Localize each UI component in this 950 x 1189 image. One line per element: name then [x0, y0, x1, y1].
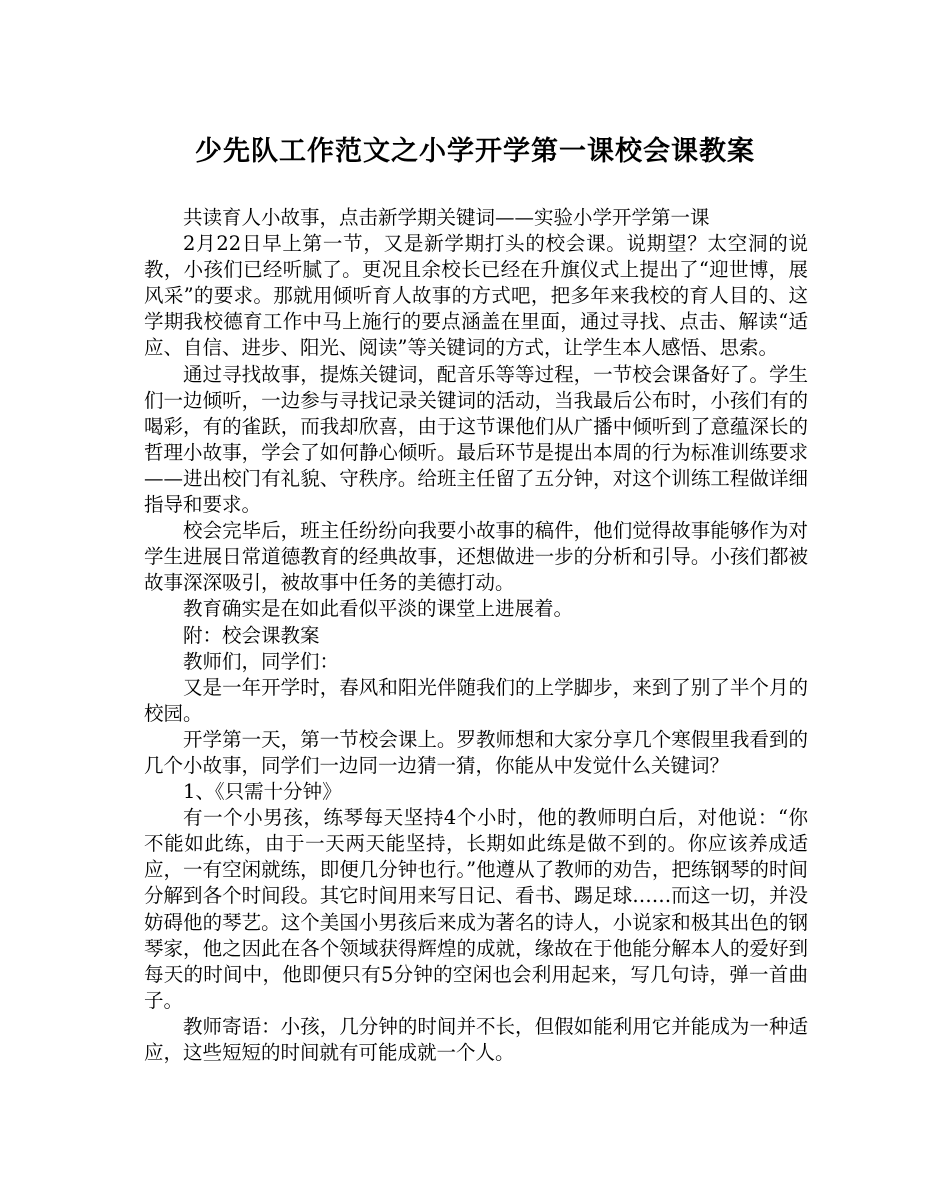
- paragraph: 校会完毕后，班主任纷纷向我要小故事的稿件，他们觉得故事能够作为对学生进展日常道德教育的经典故事，还想做进一步的分析和引导。小孩们都被故事深深吸引，被故事中任务的美德打动。: [144, 519, 808, 595]
- paragraph: 2月22日早上第一节，又是新学期打头的校会课。说期望？太空洞的说教，小孩们已经听腻了。更况且余校长已经在升旗仪式上提出了“迎世博，展风采”的要求。那就用倾听育人故事的方式吧，把多年来我校的育人目的、这学期我校德育工作中马上施行的要点涵盖在里面，通过寻找、点击、解读“适应、自信、进步、阳光、阅读”等关键词的方式，让学生本人感悟、思索。: [144, 232, 808, 360]
- paragraph: 教师寄语：小孩，几分钟的时间并不长，但假如能利用它并能成为一种适应，这些短短的时间就有可能成就一个人。: [144, 1014, 808, 1064]
- paragraph: 有一个小男孩，练琴每天坚持4个小时，他的教师明白后，对他说：“你不能如此练，由于一天两天能坚持，长期如此练是做不到的。你应该养成适应，一有空闲就练，即便几分钟也行。”他遵从了教师的劝告，把练钢琴的时间分解到各个时间段。其它时间用来写日记、看书、踢足球……而这一切，并没妨碍他的琴艺。这个美国小男孩后来成为著名的诗人，小说家和极其出色的钢琴家，他之因此在各个领域获得辉煌的成就，缘故在于他能分解本人的爱好到每天的时间中，他即便只有5分钟的空闲也会利用起来，写几句诗，弹一首曲子。: [144, 806, 808, 1012]
- salutation: 教师们，同学们：: [183, 649, 340, 673]
- story-heading: 1、《只需十分钟》: [183, 780, 342, 804]
- paragraph-intro-heading: 共读育人小故事，点击新学期关键词——实验小学开学第一课: [183, 206, 710, 229]
- document-body: [144, 205, 808, 1066]
- paragraph: 通过寻找故事，提炼关键词，配音乐等等过程，一节校会课备好了。学生们一边倾听，一边参与寻找记录关键词的活动，当我最后公布时，小孩们有的喝彩，有的雀跃，而我却欣喜，由于这节课他们从广播中倾听到了意蕴深长的哲理小故事，学会了如何静心倾听。最后环节是提出本周的行为标准训练要求——进出校门有礼貌、守秩序。给班主任留了五分钟，对这个训练工程做详细指导和要求。: [144, 362, 808, 517]
- paragraph: 又是一年开学时，春风和阳光伴随我们的上学脚步，来到了别了半个月的校园。: [144, 675, 808, 725]
- appendix-heading: 附：校会课教案: [183, 623, 320, 647]
- document-title: 少先队工作范文之小学开学第一课校会课教案: [195, 136, 755, 167]
- paragraph: 开学第一天，第一节校会课上。罗教师想和大家分享几个寒假里我看到的几个小故事，同学们一边同一边猜一猜，你能从中发觉什么关键词？: [144, 727, 808, 777]
- paragraph: 教育确实是在如此看似平淡的课堂上进展着。: [183, 597, 574, 621]
